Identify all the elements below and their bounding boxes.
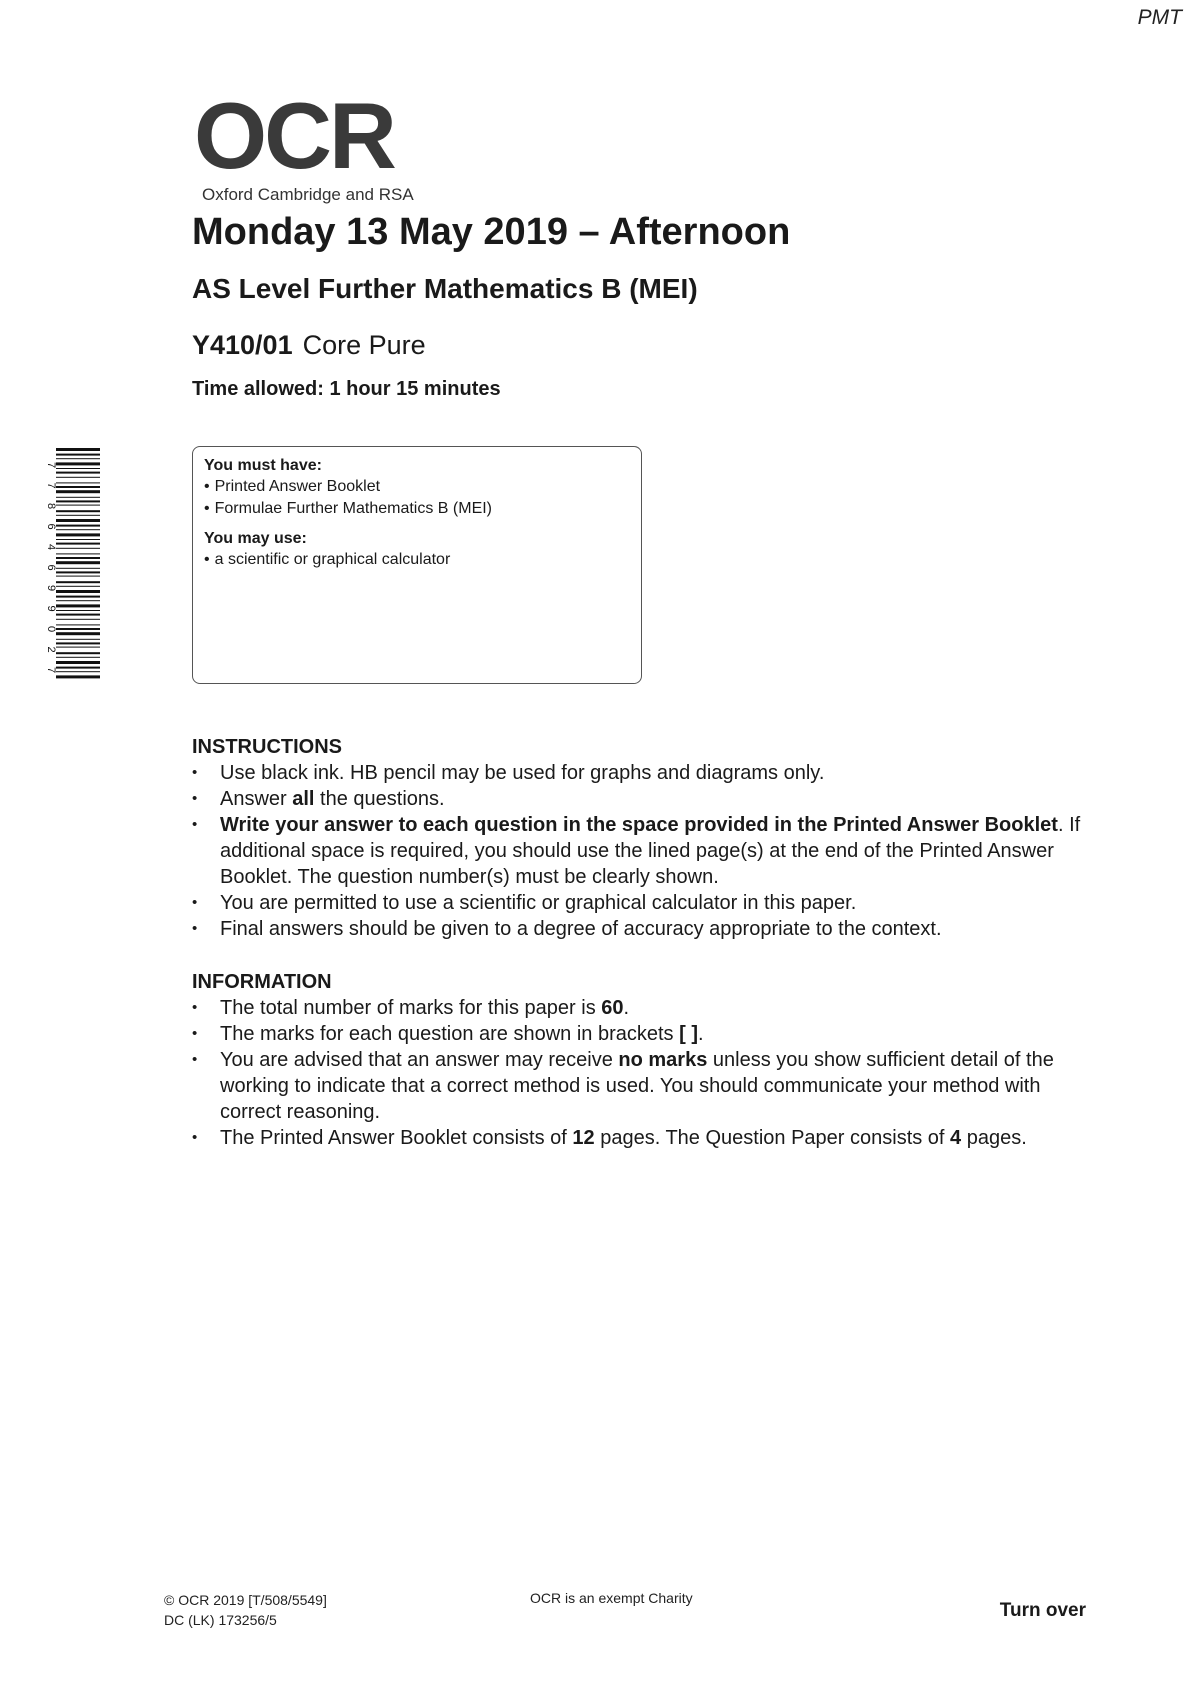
information-heading: INFORMATION: [192, 971, 332, 993]
barcode-digit: 9: [45, 605, 57, 612]
barcode-digit: 7: [45, 667, 57, 674]
barcode-digit: 2: [45, 646, 57, 653]
logo-tagline: Oxford Cambridge and RSA: [202, 184, 414, 204]
paper-name: Core Pure: [302, 330, 426, 360]
reference-text: DC (LK) 173256/5: [164, 1612, 277, 1628]
footer-left: [164, 1590, 327, 1630]
paper-code: Y410/01: [192, 330, 293, 360]
turn-over-label: Turn over: [999, 1600, 1086, 1621]
instructions-section: [192, 734, 1092, 942]
copyright-text: © OCR 2019 [T/508/5549]: [164, 1592, 327, 1608]
list-item: • Use black ink. HB pencil may be used for graphs and diagrams only.: [192, 760, 1092, 786]
barcode-digit: 0: [45, 626, 57, 633]
barcode-digit: 8: [45, 503, 57, 510]
list-item: • Answer all the questions.: [192, 786, 1092, 812]
may-use-list: [204, 549, 630, 571]
list-item: • The marks for each question are shown in brackets [ ].: [192, 1021, 1092, 1047]
list-item: • The total number of marks for this paper is 60.: [192, 995, 1092, 1021]
barcode-digit: 6: [45, 523, 57, 530]
exam-date-title: Monday 13 May 2019 – Afternoon: [192, 211, 791, 253]
barcode-digit: 7: [45, 462, 57, 469]
list-item: • You are permitted to use a scientific or graphical calculator in this paper.: [192, 890, 1092, 916]
paper-code-line: [192, 330, 426, 361]
time-allowed: Time allowed: 1 hour 15 minutes: [192, 378, 501, 400]
barcode-digit: 6: [45, 564, 57, 571]
instructions-list: [192, 760, 1092, 942]
list-item: • Formulae Further Mathematics B (MEI): [204, 498, 630, 520]
barcode-digit: 4: [45, 544, 57, 551]
logo-mark: OCR: [194, 83, 394, 188]
instructions-heading: INSTRUCTIONS: [192, 736, 342, 758]
list-item: • The Printed Answer Booklet consists of 12 pages. The Question Paper consists of 4 pages.: [192, 1125, 1092, 1151]
list-item: • a scientific or graphical calculator: [204, 549, 630, 571]
information-list: [192, 995, 1092, 1151]
list-item: • Final answers should be given to a degree of accuracy appropriate to the context.: [192, 916, 1092, 942]
barcode-digit: 9: [45, 585, 57, 592]
barcode-image: [40, 448, 100, 680]
corner-mark: PMT: [1137, 6, 1182, 29]
ocr-logo: [194, 83, 414, 205]
must-have-heading: You must have:: [204, 457, 322, 474]
charity-text: OCR is an exempt Charity: [530, 1590, 693, 1606]
must-have-list: [204, 476, 630, 520]
information-section: [192, 969, 1092, 1151]
requirements-box: [192, 446, 642, 684]
barcode-digit: 7: [45, 482, 57, 489]
list-item: • Printed Answer Booklet: [204, 476, 630, 498]
qualification-title: AS Level Further Mathematics B (MEI): [192, 273, 698, 304]
may-use-heading: You may use:: [204, 530, 307, 547]
list-item: • You are advised that an answer may receive no marks unless you show sufficient detail of the working to indicate that a correct method is used. You should communicate your method with correct reasoning.: [192, 1047, 1092, 1125]
list-item: • Write your answer to each question in the space provided in the Printed Answer Booklet. If additional space is required, you should use the lined page(s) at the end of the Printed Answer Booklet. The question number(s) must be clearly shown.: [192, 812, 1092, 890]
